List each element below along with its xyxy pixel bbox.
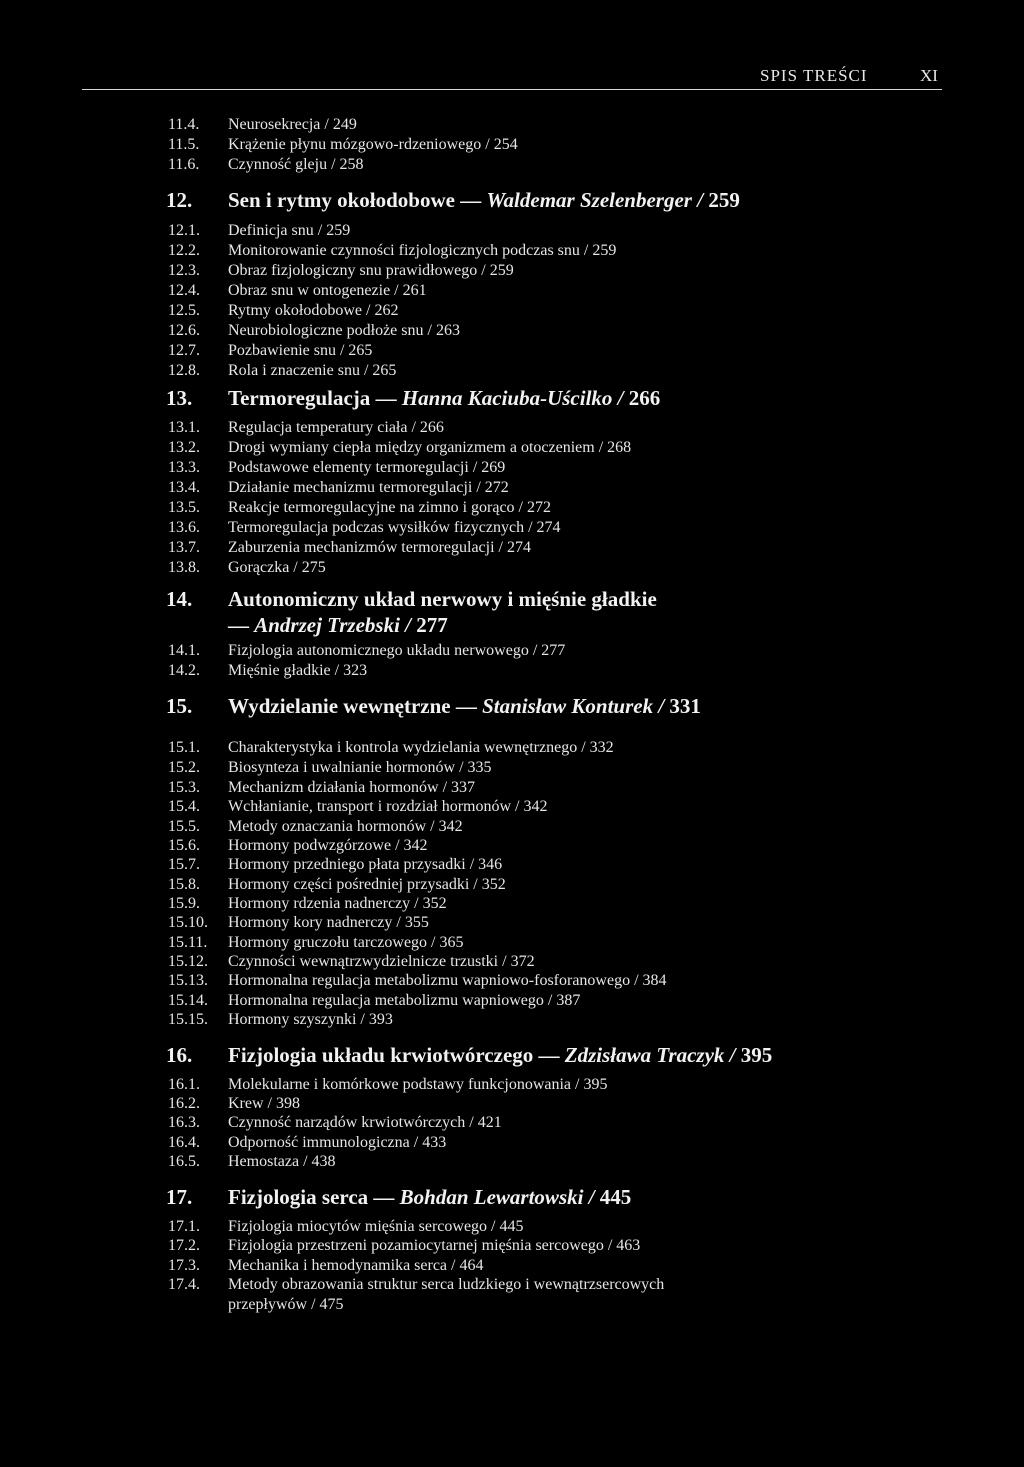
toc-entry-number: 15.3. [168,779,200,796]
chapter-page: 266 [628,386,661,410]
toc-entry-number: 15.2. [168,759,200,776]
toc-entry-number: 12.2. [168,242,200,259]
toc-entry-number: 15.1. [168,739,200,756]
toc-entry-number: 17.1. [168,1218,200,1235]
toc-entry-title: Hormonalna regulacja metabolizmu wapniowo-fosforanowego / 384 [228,972,667,989]
toc-entry-number: 13.5. [168,499,200,516]
toc-entry-title: Neurobiologiczne podłoże snu / 263 [228,322,460,339]
chapter-author: Andrzej Trzebski [254,613,400,637]
toc-entry-number: 13.6. [168,519,200,536]
toc-entry-number: 16.1. [168,1076,200,1093]
toc-entry-number: 17.3. [168,1257,200,1274]
toc-entry-number: 13.3. [168,459,200,476]
chapter-separator: / [658,694,665,718]
toc-entry-title: Biosynteza i uwalnianie hormonów / 335 [228,759,492,776]
toc-entry-title: Mechanizm działania hormonów / 337 [228,779,476,796]
toc-entry-number: 15.6. [168,837,200,854]
toc-entry-title: Regulacja temperatury ciała / 266 [228,419,444,436]
chapter-author: Waldemar Szelenberger [486,188,692,212]
running-head [0,66,1024,90]
chapter-number: 13. [166,386,193,410]
chapter-title: Fizjologia serca [228,1185,369,1209]
toc-entry-title: Pozbawienie snu / 265 [228,342,373,359]
chapter-title: Fizjologia układu krwiotwórczego [228,1043,534,1067]
toc-entry-number: 11.6. [168,156,200,173]
toc-entry-number: 16.3. [168,1114,200,1131]
toc-entry-title: Mięśnie gładkie / 323 [228,662,368,679]
toc-entry-title: Hormony przedniego płata przysadki / 346 [228,856,503,873]
toc-entry-title: Podstawowe elementy termoregulacji / 269 [228,459,506,476]
toc-entry-title: Hormony gruczołu tarczowego / 365 [228,934,464,951]
toc-entry-number: 12.8. [168,362,200,379]
toc-entry-number: 12.4. [168,282,200,299]
toc-entry-number: 12.3. [168,262,200,279]
toc-entry-title: Hormony rdzenia nadnerczy / 352 [228,895,447,912]
toc-entry-title: Obraz fizjologiczny snu prawidłowego / 259 [228,262,514,279]
toc-entry-title: Metody oznaczania hormonów / 342 [228,818,463,835]
toc-entry-title: Molekularne i komórkowe podstawy funkcjonowania / 395 [228,1076,608,1093]
running-head-rule [82,89,942,90]
chapter-number: 16. [166,1043,193,1067]
toc-entry-title: Rytmy okołodobowe / 262 [228,302,399,319]
toc-entry-number: 16.4. [168,1134,200,1151]
chapter-separator: / [405,613,412,637]
chapter-author: Stanisław Konturek [482,694,654,718]
toc-entry-title: Zaburzenia mechanizmów termoregulacji / 274 [228,539,531,556]
toc-entry-number: 17.4. [168,1276,200,1293]
toc-entry-number: 15.13. [168,972,208,989]
chapter-dash: — [375,386,397,410]
chapter-title: Termoregulacja [228,386,371,410]
toc-entry-number: 15.11. [168,934,208,951]
toc-entry-number: 12.1. [168,222,200,239]
chapter-separator: / [588,1185,595,1209]
toc-entry-number: 14.2. [168,662,200,679]
toc-entry-number: 17.2. [168,1237,200,1254]
toc-entry-title: Termoregulacja podczas wysiłków fizycznych / 274 [228,519,561,536]
toc-entry-number: 15.14. [168,992,208,1009]
toc-entry-title: Neurosekrecja / 249 [228,116,357,133]
toc-entry-title: Czynności wewnątrzwydzielnicze trzustki / 372 [228,953,535,970]
toc-entry-title: Fizjologia autonomicznego układu nerwowego / 277 [228,642,566,659]
toc-entry-title: Czynność gleju / 258 [228,156,364,173]
chapter-page: 277 [416,613,448,637]
toc-entry-title: Mechanika i hemodynamika serca / 464 [228,1257,484,1274]
toc-entry-number: 15.9. [168,895,200,912]
chapter-number: 15. [166,694,193,718]
chapter-author: Zdzisława Traczyk [564,1043,725,1067]
chapter-dash: — [373,1185,395,1209]
chapter-dash: — [460,188,482,212]
chapter-author: Bohdan Lewartowski [399,1185,584,1209]
toc-entry-number: 15.12. [168,953,208,970]
toc-entry-title: Definicja snu / 259 [228,222,351,239]
toc-entry-title: Wchłanianie, transport i rozdział hormonów / 342 [228,798,548,815]
chapter-number: 17. [166,1185,193,1209]
toc-entry-title: Krew / 398 [228,1095,300,1112]
chapter-title: Sen i rytmy okołodobowe [228,188,455,212]
toc-entry-title: Hormony podwzgórzowe / 342 [228,837,428,854]
toc-entry-number: 12.5. [168,302,200,319]
toc-entry-title: Monitorowanie czynności fizjologicznych podczas snu / 259 [228,242,617,259]
toc-entry-title: Hemostaza / 438 [228,1153,336,1170]
toc-entry-title: Fizjologia przestrzeni pozamiocytarnej mięśnia sercowego / 463 [228,1237,641,1254]
toc-entry-number: 12.6. [168,322,200,339]
toc-entry-number: 13.7. [168,539,200,556]
chapter-author: Hanna Kaciuba-Uścilko [401,386,613,410]
toc-entry-title: Hormonalna regulacja metabolizmu wapniowego / 387 [228,992,581,1009]
toc-entry-title: Krążenie płynu mózgowo-rdzeniowego / 254 [228,136,518,153]
toc-entry-number: 13.1. [168,419,200,436]
running-head-title: SPIS TREŚCI [760,66,868,85]
toc-entry-title: Gorączka / 275 [228,559,326,576]
toc-entry-title: Charakterystyka i kontrola wydzielania wewnętrznego / 332 [228,739,614,756]
chapter-number: 12. [166,188,193,212]
toc-entry-number: 14.1. [168,642,200,659]
toc-entry-title: Hormony szyszynki / 393 [228,1011,393,1028]
running-head-page-number: XI [920,66,938,85]
toc-entry-title: Metody obrazowania struktur serca ludzkiego i wewnątrzsercowych [228,1276,665,1293]
chapter-page: 395 [740,1043,773,1067]
toc-entry-number: 12.7. [168,342,200,359]
toc-entry-number: 11.5. [168,136,200,153]
toc-entry-number: 13.2. [168,439,200,456]
chapter-title: Wydzielanie wewnętrzne [228,694,451,718]
toc-entry-title: Drogi wymiany ciepła między organizmem a otoczeniem / 268 [228,439,632,456]
toc-entry-number: 15.10. [168,914,208,931]
toc-entry-number: 15.7. [168,856,200,873]
chapter-separator: / [697,188,704,212]
toc-entry-number: 15.4. [168,798,200,815]
toc-entry-title: Rola i znaczenie snu / 265 [228,362,397,379]
toc-entry-title: Hormony kory nadnerczy / 355 [228,914,429,931]
toc-entry-title: Działanie mechanizmu termoregulacji / 272 [228,479,509,496]
chapter-title: Autonomiczny układ nerwowy i mięśnie gładkie [228,587,657,611]
toc-entry-number: 15.15. [168,1011,208,1028]
toc-entry-title: Fizjologia miocytów mięśnia sercowego / 445 [228,1218,524,1235]
toc-entry-number: 16.5. [168,1153,200,1170]
toc-entry-title: Czynność narządów krwiotwórczych / 421 [228,1114,502,1131]
toc-entry-title: przepływów / 475 [228,1296,344,1313]
chapter-page: 259 [708,188,740,212]
toc-entry-number: 13.4. [168,479,200,496]
chapter-number: 14. [166,587,193,611]
chapter-dash: — [455,694,477,718]
toc-entry-title: Odporność immunologiczna / 433 [228,1134,447,1151]
toc-entry-title: Reakcje termoregulacyjne na zimno i gorąco / 272 [228,499,551,516]
chapter-separator: / [729,1043,736,1067]
chapter-dash: — [538,1043,560,1067]
chapter-page: 445 [599,1185,632,1209]
chapter-dash: — [228,613,249,637]
chapter-separator: / [617,386,624,410]
chapter-page: 331 [669,694,701,718]
toc-entry-title: Hormony części pośredniej przysadki / 352 [228,876,506,893]
toc-entry-number: 15.5. [168,818,200,835]
toc-entry-number: 11.4. [168,116,200,133]
toc-entry-number: 15.8. [168,876,200,893]
toc-entry-number: 16.2. [168,1095,200,1112]
toc-entry-number: 13.8. [168,559,200,576]
toc-entry-title: Obraz snu w ontogenezie / 261 [228,282,427,299]
